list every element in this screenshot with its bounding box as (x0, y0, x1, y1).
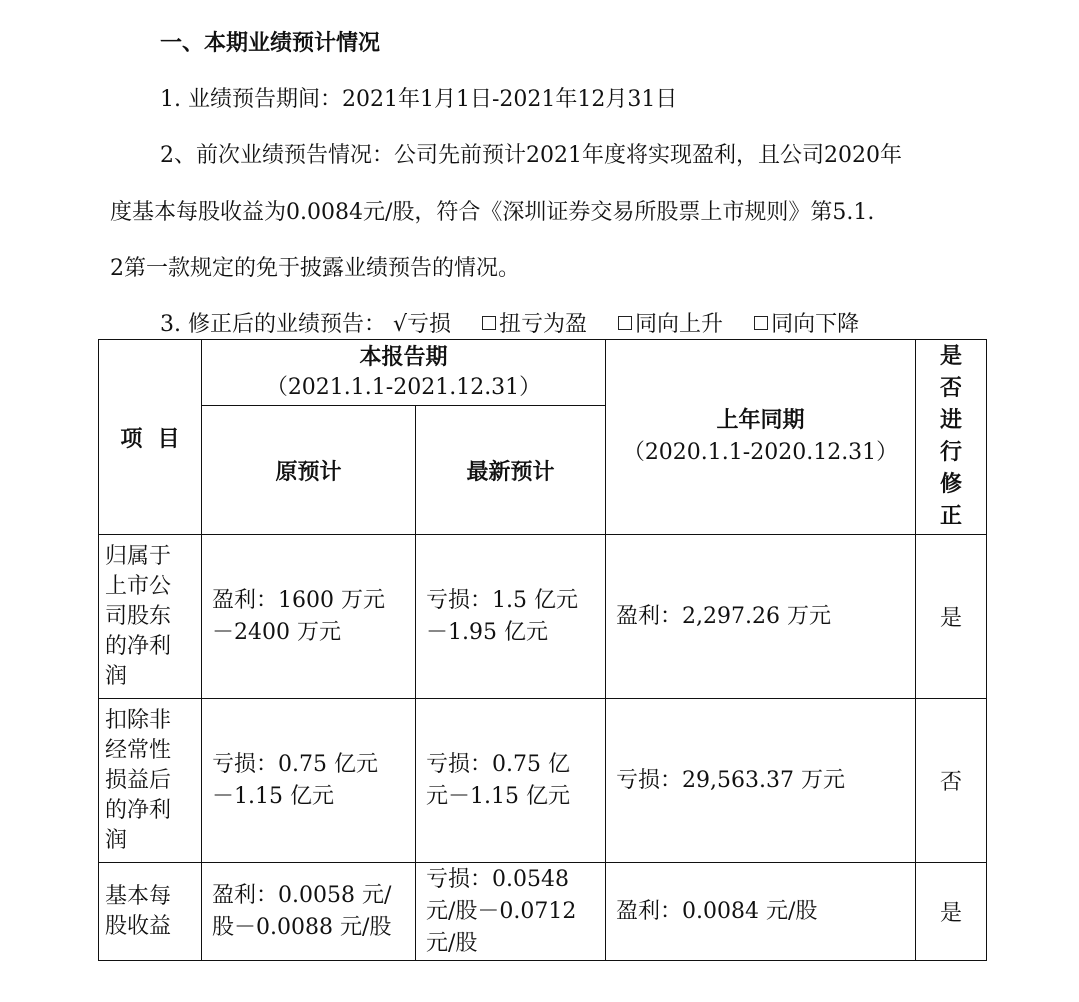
header-original-forecast: 原预计 (202, 406, 416, 535)
header-latest-forecast: 最新预计 (416, 406, 606, 535)
empty-checkbox-icon (618, 316, 632, 330)
current-period-range: （2021.1.1-2021.12.31） (265, 374, 542, 400)
previous-forecast-line-1: 2、前次业绩预告情况：公司先前预计2021年度将实现盈利，且公司2020年 (160, 143, 902, 168)
section-title: 一、本期业绩预计情况 (160, 31, 381, 56)
revised-value: 是 (916, 863, 987, 961)
row-label: 扣除非 经常性 损益后 的净利 润 (99, 699, 202, 863)
original-forecast-value: 亏损：0.75 亿元 －1.15 亿元 (202, 699, 416, 863)
empty-checkbox-icon (754, 316, 768, 330)
prior-period-range: （2020.1.1-2020.12.31） (622, 440, 899, 465)
table-row (99, 535, 987, 699)
revised-forecast-label: 3. 修正后的业绩预告： (160, 312, 386, 337)
option-decrease: 同向下降 (754, 307, 859, 338)
prior-period-value: 亏损：29,563.37 万元 (606, 699, 916, 863)
forecast-table (98, 339, 987, 961)
empty-checkbox-icon (482, 316, 496, 330)
row-label: 归属于 上市公 司股东 的净利 润 (99, 535, 202, 699)
option-increase: 同向上升 (618, 307, 723, 338)
header-prior-period: 上年同期 （2020.1.1-2020.12.31） (606, 340, 916, 535)
latest-forecast-value: 亏损：0.0548 元/股－0.0712 元/股 (416, 863, 606, 961)
table-row (99, 863, 987, 961)
revised-forecast-line (160, 307, 883, 338)
original-forecast-value: 盈利：1600 万元 －2400 万元 (202, 535, 416, 699)
header-item: 项 目 (99, 340, 202, 535)
header-revised: 是 否 进 行 修 正 (916, 340, 987, 535)
latest-forecast-value: 亏损：0.75 亿 元－1.15 亿元 (416, 699, 606, 863)
revised-value: 否 (916, 699, 987, 863)
revised-value: 是 (916, 535, 987, 699)
row-label: 基本每 股收益 (99, 863, 202, 961)
original-forecast-value: 盈利：0.0058 元/ 股－0.0088 元/股 (202, 863, 416, 961)
header-current-period: 本报告期 （2021.1.1-2021.12.31） (202, 340, 606, 406)
forecast-period: 1. 业绩预告期间：2021年1月1日-2021年12月31日 (160, 87, 678, 112)
previous-forecast-line-3: 2第一款规定的免于披露业绩预告的情况。 (110, 256, 520, 281)
option-turnaround: 扭亏为盈 (482, 307, 587, 338)
table-row (99, 699, 987, 863)
latest-forecast-value: 亏损：1.5 亿元 －1.95 亿元 (416, 535, 606, 699)
previous-forecast-line-2: 度基本每股收益为0.0084元/股，符合《深圳证券交易所股票上市规则》第5.1. (110, 200, 875, 225)
prior-period-value: 盈利：0.0084 元/股 (606, 863, 916, 961)
option-loss: √亏损 (392, 312, 452, 337)
prior-period-value: 盈利：2,297.26 万元 (606, 535, 916, 699)
check-mark-icon: √ (392, 312, 408, 337)
